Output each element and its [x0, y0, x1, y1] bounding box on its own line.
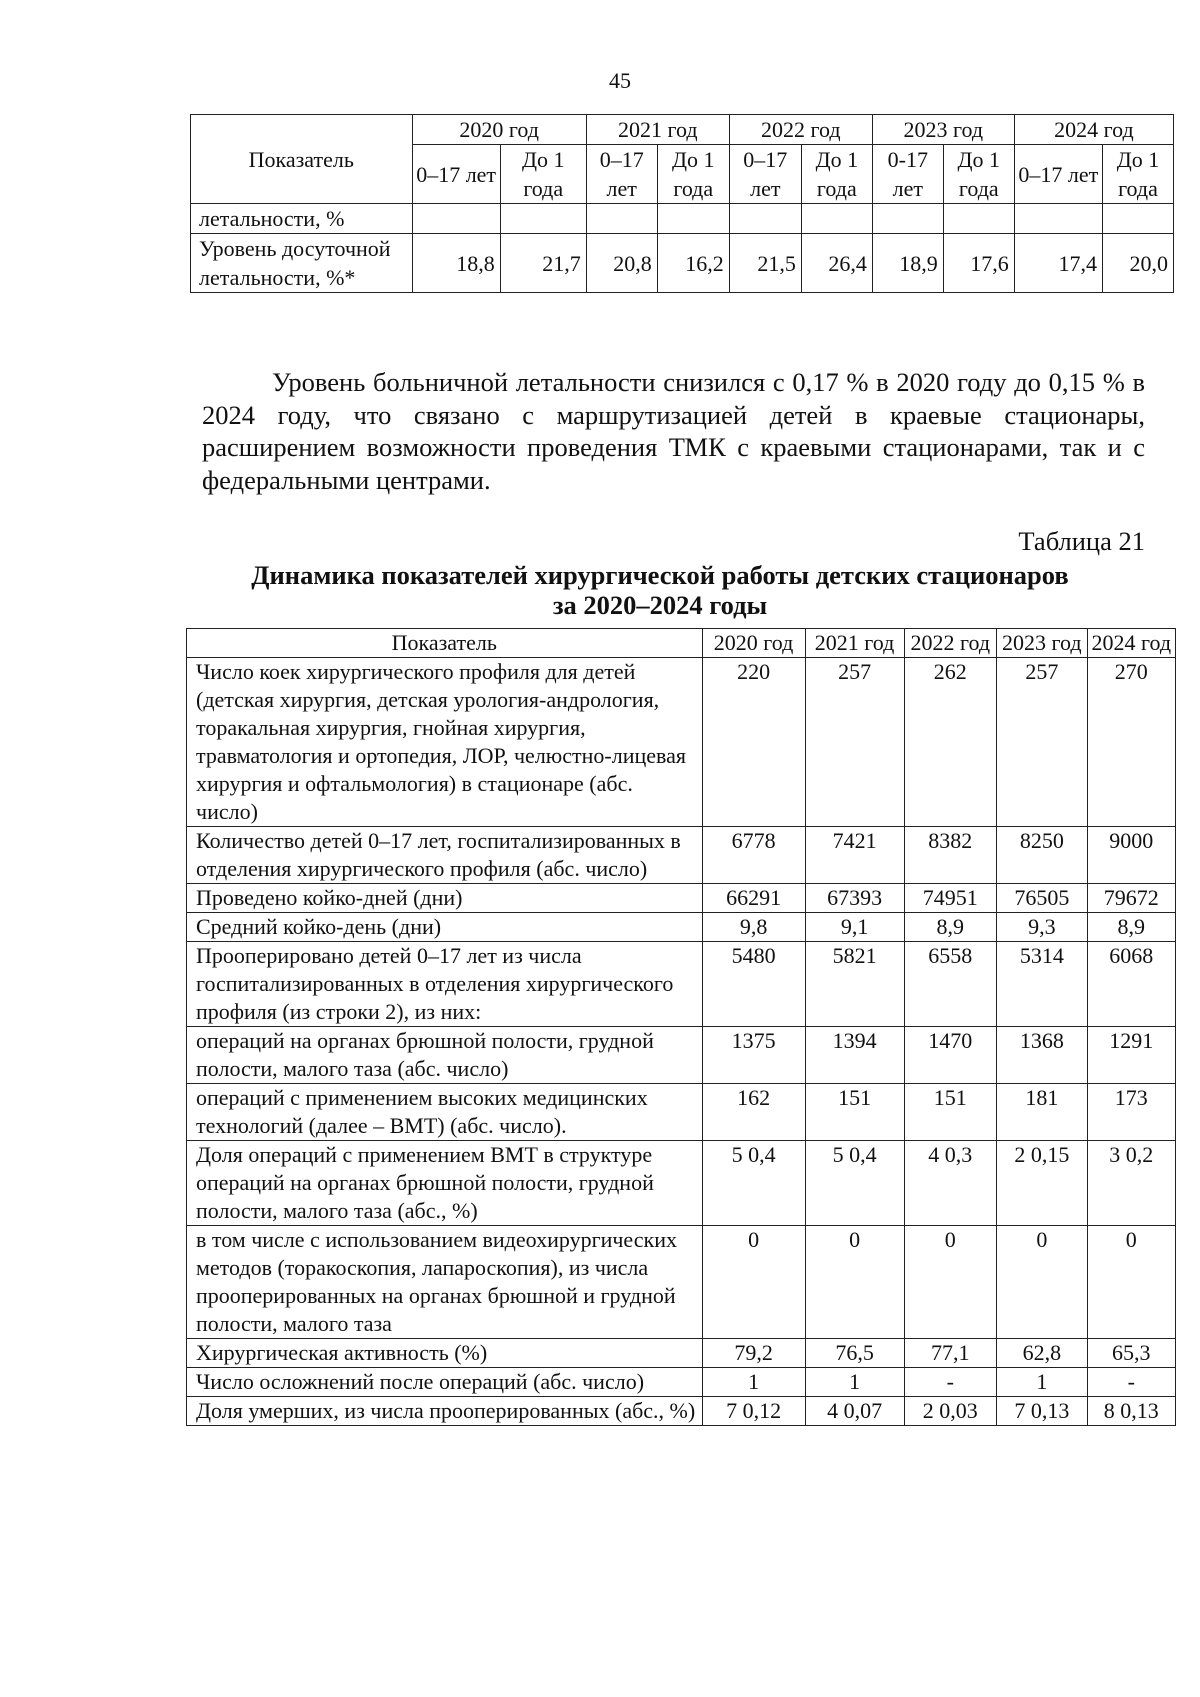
table-row	[187, 1368, 1176, 1397]
row-value	[801, 204, 872, 234]
table-row	[187, 913, 1176, 942]
header-indicator: Показатель	[187, 629, 703, 658]
header-subcol: 0–17 лет	[412, 145, 500, 204]
row-value: 18,8	[412, 234, 500, 293]
row-value: 2 0,03	[904, 1397, 997, 1426]
table-row	[187, 942, 1176, 1027]
header-year: 2020 год	[412, 115, 586, 145]
header-subcol: 0–17 лет	[729, 145, 801, 204]
header-year: 2022 год	[904, 629, 997, 658]
table-title-line: Динамика показателей хирургической работы детских стационаров	[251, 560, 1069, 590]
row-value: 76505	[997, 884, 1087, 913]
row-value: 0	[997, 1226, 1087, 1339]
row-label: Проведено койко-дней (дни)	[187, 884, 703, 913]
table-row	[187, 1027, 1176, 1084]
row-value: 65,3	[1087, 1339, 1175, 1368]
row-label: Число осложнений после операций (абс. число)	[187, 1368, 703, 1397]
row-value: 67393	[805, 884, 904, 913]
table-row	[187, 1339, 1176, 1368]
row-value	[872, 204, 943, 234]
table-title	[190, 560, 1130, 620]
row-label: операций на органах брюшной полости, грудной полости, малого таза (абс. число)	[187, 1027, 703, 1084]
row-value: 79672	[1087, 884, 1175, 913]
row-value: 1368	[997, 1027, 1087, 1084]
row-value: 1291	[1087, 1027, 1175, 1084]
table-row	[187, 1226, 1176, 1339]
row-label: Прооперировано детей 0–17 лет из числа госпитализированных в отделения хирургического профиля (из строки 2), из них:	[187, 942, 703, 1027]
header-year: 2023 год	[872, 115, 1014, 145]
row-value: 9,3	[997, 913, 1087, 942]
row-value: 26,4	[801, 234, 872, 293]
row-value: 21,7	[500, 234, 586, 293]
row-value: 5821	[805, 942, 904, 1027]
row-label: Доля умерших, из числа прооперированных (абс., %)	[187, 1397, 703, 1426]
row-value: 5 0,4	[805, 1141, 904, 1226]
row-value: 220	[702, 658, 805, 827]
header-year: 2020 год	[702, 629, 805, 658]
row-value: 151	[805, 1084, 904, 1141]
row-value	[943, 204, 1014, 234]
row-value: 1	[997, 1368, 1087, 1397]
table-row	[187, 658, 1176, 827]
header-year: 2024 год	[1087, 629, 1175, 658]
row-value: 8250	[997, 827, 1087, 884]
table-row	[191, 234, 1174, 293]
row-value: 17,4	[1014, 234, 1102, 293]
header-row	[191, 115, 1174, 145]
row-label: Число коек хирургического профиля для детей (детская хирургия, детская урология-андрология, торакальная хирургия, гнойная хирургия, травматология и ортопедия, ЛОР, челюстно-лицевая хирургия и офтальмология) в стационаре (абс. число)	[187, 658, 703, 827]
row-value: 262	[904, 658, 997, 827]
row-value: 257	[805, 658, 904, 827]
row-value: 20,8	[586, 234, 657, 293]
row-value: 8 0,13	[1087, 1397, 1175, 1426]
row-label: Уровень досуточной летальности, %*	[191, 234, 413, 293]
row-value: 66291	[702, 884, 805, 913]
table-caption: Таблица 21	[1018, 526, 1145, 556]
row-value: 6778	[702, 827, 805, 884]
row-value: 77,1	[904, 1339, 997, 1368]
header-year: 2022 год	[729, 115, 872, 145]
row-value: 1394	[805, 1027, 904, 1084]
row-value: 62,8	[997, 1339, 1087, 1368]
paragraph-hospital-mortality: Уровень больничной летальности снизился с 0,17 % в 2020 году до 0,15 % в 2024 году, что связано с маршрутизацией детей в краевые стационары, расширением возможности проведения ТМК с краевыми стационарами, так и с федеральными центрами.	[202, 367, 1145, 495]
row-value: 162	[702, 1084, 805, 1141]
header-subcol: До 1 года	[500, 145, 586, 204]
row-value: 257	[997, 658, 1087, 827]
row-value: 151	[904, 1084, 997, 1141]
row-value: 9000	[1087, 827, 1175, 884]
row-value: 18,9	[872, 234, 943, 293]
row-value: 8,9	[1087, 913, 1175, 942]
row-value: 1	[702, 1368, 805, 1397]
header-year: 2024 год	[1014, 115, 1173, 145]
header-subcol: 0-17 лет	[872, 145, 943, 204]
row-value: 16,2	[657, 234, 729, 293]
row-value: 1470	[904, 1027, 997, 1084]
row-label: в том числе с использованием видеохирургических методов (торакоскопия, лапароскопия), из числа прооперированных на органах брюшной и грудной полости, малого таза	[187, 1226, 703, 1339]
table-row	[187, 1141, 1176, 1226]
row-value: 9,1	[805, 913, 904, 942]
row-value: 4 0,3	[904, 1141, 997, 1226]
row-value	[657, 204, 729, 234]
row-value: 1375	[702, 1027, 805, 1084]
header-subcol: До 1 года	[1102, 145, 1173, 204]
surgical-work-table	[186, 628, 1176, 1426]
row-value: 5480	[702, 942, 805, 1027]
row-value: 79,2	[702, 1339, 805, 1368]
row-value: 74951	[904, 884, 997, 913]
header-subcol: До 1 года	[943, 145, 1014, 204]
row-value	[500, 204, 586, 234]
row-label: Хирургическая активность (%)	[187, 1339, 703, 1368]
header-subcol: До 1 года	[657, 145, 729, 204]
row-value: 7 0,13	[997, 1397, 1087, 1426]
table-title-line: за 2020–2024 годы	[552, 590, 768, 620]
row-value: 173	[1087, 1084, 1175, 1141]
table-row	[187, 884, 1176, 913]
table-row	[191, 204, 1174, 234]
row-value: 2 0,15	[997, 1141, 1087, 1226]
row-value	[729, 204, 801, 234]
row-value: 6558	[904, 942, 997, 1027]
row-value: -	[904, 1368, 997, 1397]
row-value: 6068	[1087, 942, 1175, 1027]
row-label: летальности, %	[191, 204, 413, 234]
table-row	[187, 1084, 1176, 1141]
row-value: 0	[1087, 1226, 1175, 1339]
header-subcol: 0–17 лет	[1014, 145, 1102, 204]
row-value: 4 0,07	[805, 1397, 904, 1426]
row-value	[1014, 204, 1102, 234]
row-value: 270	[1087, 658, 1175, 827]
row-value: -	[1087, 1368, 1175, 1397]
row-value: 21,5	[729, 234, 801, 293]
header-row	[187, 629, 1176, 658]
row-value	[1102, 204, 1173, 234]
row-value: 8382	[904, 827, 997, 884]
header-year: 2021 год	[586, 115, 729, 145]
row-value: 3 0,2	[1087, 1141, 1175, 1226]
table-row	[187, 827, 1176, 884]
header-subcol: До 1 года	[801, 145, 872, 204]
row-label: Средний койко-день (дни)	[187, 913, 703, 942]
row-label: Количество детей 0–17 лет, госпитализированных в отделения хирургического профиля (абс. число)	[187, 827, 703, 884]
row-value: 5 0,4	[702, 1141, 805, 1226]
row-value: 8,9	[904, 913, 997, 942]
header-subcol: 0–17 лет	[586, 145, 657, 204]
row-value: 7421	[805, 827, 904, 884]
row-label: Доля операций с применением ВМТ в структуре операций на органах брюшной полости, грудной полости, малого таза (абс., %)	[187, 1141, 703, 1226]
row-value: 76,5	[805, 1339, 904, 1368]
row-value: 1	[805, 1368, 904, 1397]
row-value: 0	[904, 1226, 997, 1339]
row-value	[412, 204, 500, 234]
header-indicator: Показатель	[191, 115, 413, 204]
row-value: 181	[997, 1084, 1087, 1141]
header-year: 2023 год	[997, 629, 1087, 658]
row-value: 17,6	[943, 234, 1014, 293]
row-value: 20,0	[1102, 234, 1173, 293]
page-number: 45	[609, 68, 631, 93]
row-value: 9,8	[702, 913, 805, 942]
row-value: 7 0,12	[702, 1397, 805, 1426]
row-value	[586, 204, 657, 234]
mortality-table	[190, 114, 1174, 293]
row-value: 0	[702, 1226, 805, 1339]
table-row	[187, 1397, 1176, 1426]
row-value: 0	[805, 1226, 904, 1339]
row-value: 5314	[997, 942, 1087, 1027]
row-label: операций с применением высоких медицинских технологий (далее – ВМТ) (абс. число).	[187, 1084, 703, 1141]
header-year: 2021 год	[805, 629, 904, 658]
